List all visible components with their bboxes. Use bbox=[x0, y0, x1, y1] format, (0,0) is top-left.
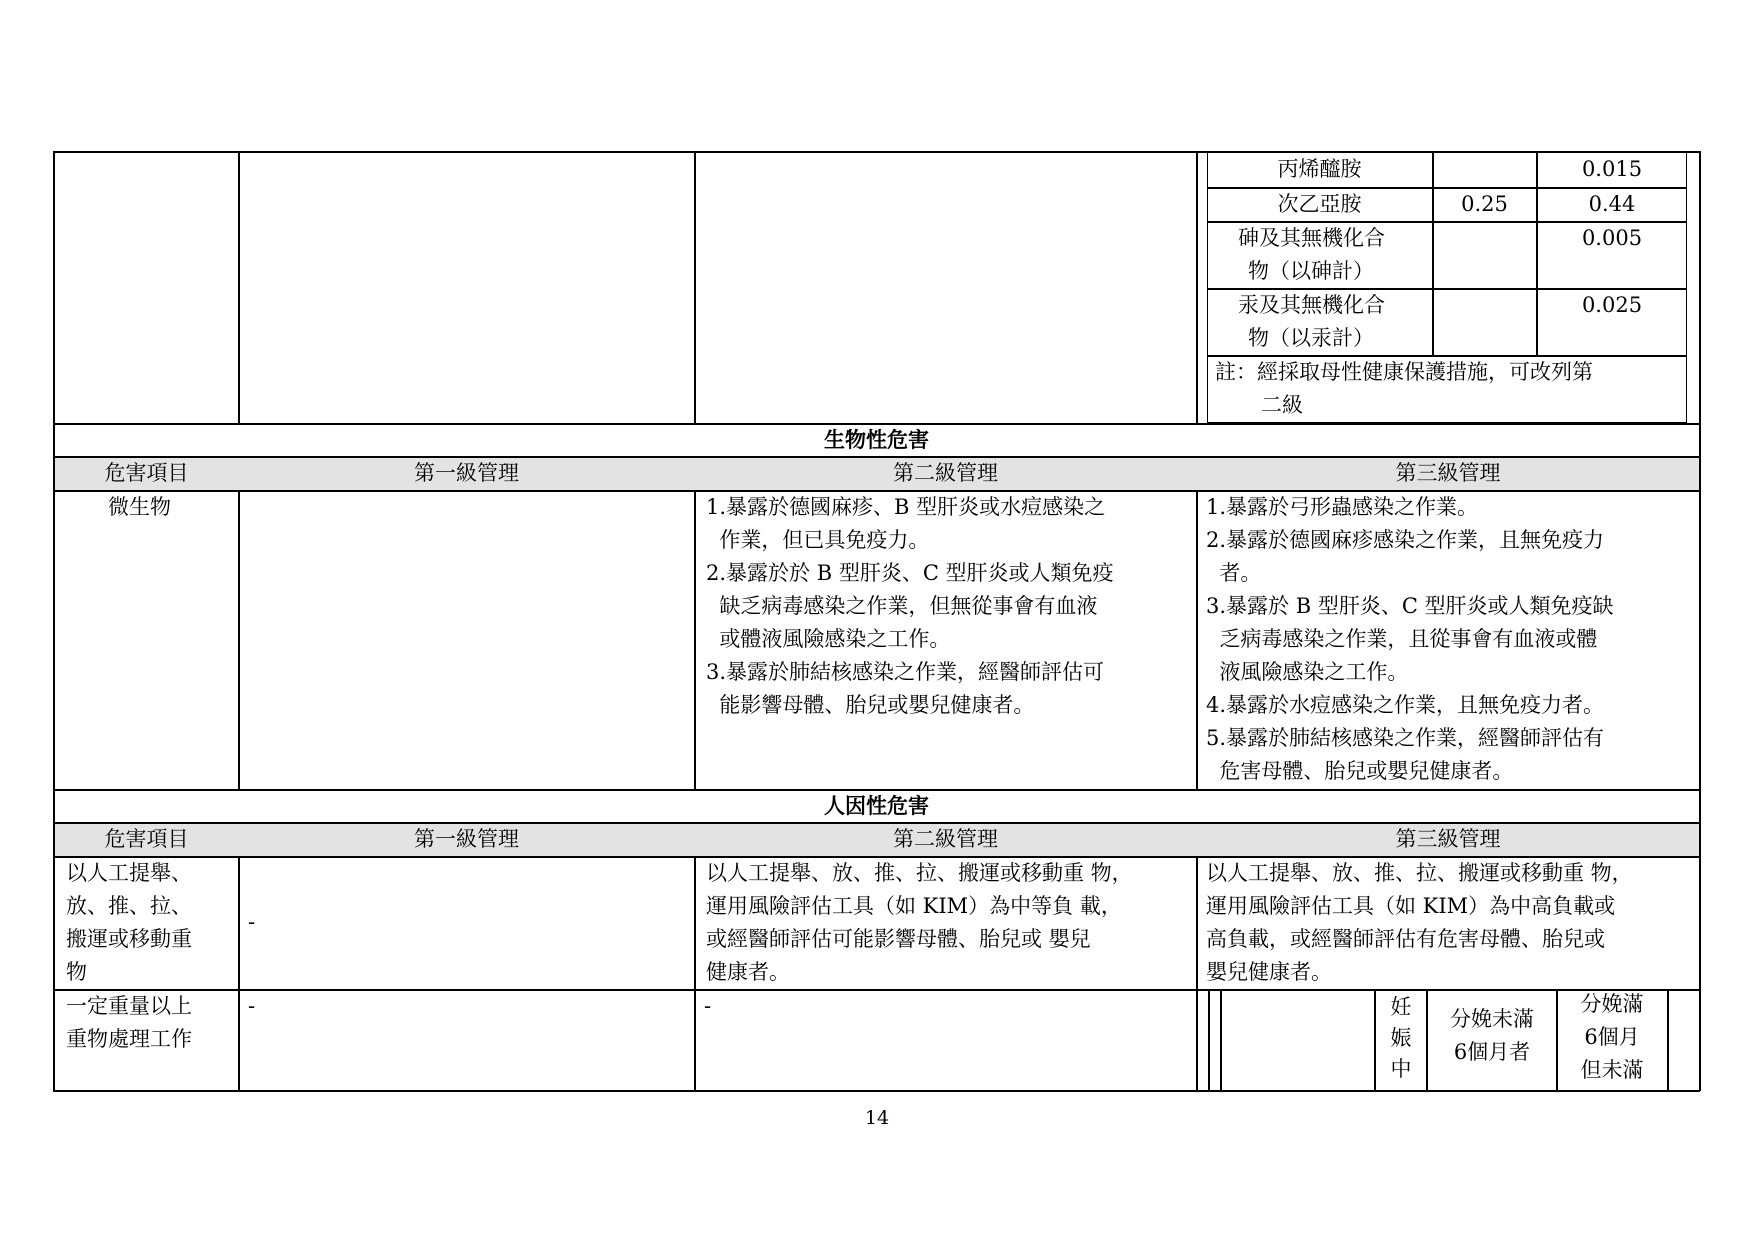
text-line: 一定重量以上 bbox=[66, 994, 192, 1018]
header-level3: 第三級管理 bbox=[1395, 461, 1501, 485]
chem-level3-value: 0.015 bbox=[1581, 157, 1643, 181]
text-line: 5.暴露於肺結核感染之作業，經醫師評估有 bbox=[1206, 726, 1605, 750]
chem-note-cont: 二級 bbox=[1261, 393, 1303, 417]
chem-note: 註：經採取母性健康保護措施，可改列第 bbox=[1215, 360, 1593, 384]
text-line: 嬰兒健康者。 bbox=[1206, 960, 1332, 984]
text-line: 危害母體、胎兒或嬰兒健康者。 bbox=[1206, 759, 1514, 783]
text-line: 2.暴露於德國麻疹感染之作業，且無免疫力 bbox=[1206, 528, 1605, 552]
level1-dash: - bbox=[248, 910, 256, 934]
text-line: 3.暴露於肺結核感染之作業，經醫師評估可 bbox=[706, 660, 1105, 684]
chem-name-acrylamide: 丙烯醯胺 bbox=[1277, 157, 1362, 181]
col-postpartum-6months-cont: 6個月 bbox=[1584, 1025, 1640, 1049]
bio-section-title: 生物性危害 bbox=[824, 427, 929, 452]
col-postpartum-under6: 分娩未滿 bbox=[1450, 1007, 1534, 1031]
chem-name-arsenic-cont: 物（以砷計） bbox=[1248, 259, 1374, 283]
human-section-title: 人因性危害 bbox=[824, 793, 929, 818]
text-line: 以人工提舉、 bbox=[66, 861, 192, 885]
text-line: 4.暴露於水痘感染之作業，且無免疫力者。 bbox=[1206, 693, 1605, 717]
level2-dash: - bbox=[704, 994, 712, 1018]
text-line: 1.暴露於德國麻疹、B 型肝炎或水痘感染之 bbox=[706, 495, 1106, 519]
header-level2: 第二級管理 bbox=[893, 461, 998, 485]
text-line: 高負載，或經醫師評估有危害母體、胎兒或 bbox=[1206, 927, 1605, 951]
col-postpartum-under6-cont: 6個月者 bbox=[1453, 1040, 1531, 1064]
text-line: 運用風險評估工具（如 KIM）為中等負 載， bbox=[706, 894, 1122, 918]
chem-name-arsenic: 砷及其無機化合 bbox=[1238, 226, 1385, 250]
text-line: 以人工提舉、放、推、拉、搬運或移動重 物， bbox=[1206, 861, 1633, 885]
chem-level2-value: 0.25 bbox=[1461, 192, 1508, 216]
chem-level3-value: 0.005 bbox=[1581, 226, 1643, 250]
col-postpartum-6months-cont: 但未滿 bbox=[1580, 1058, 1644, 1082]
header-level2: 第二級管理 bbox=[893, 827, 998, 851]
text-line: 搬運或移動重 bbox=[66, 927, 192, 951]
text-line: 物 bbox=[66, 960, 87, 984]
text-line: 或經醫師評估可能影響母體、胎兒或 嬰兒 bbox=[706, 927, 1091, 951]
text-line: 2.暴露於於 B 型肝炎、C 型肝炎或人類免疫 bbox=[706, 561, 1114, 585]
text-line: 1.暴露於弓形蟲感染之作業。 bbox=[1206, 495, 1479, 519]
chem-name-mercury-cont: 物（以汞計） bbox=[1248, 326, 1374, 350]
chem-name-ethyleneimine: 次乙亞胺 bbox=[1277, 192, 1362, 216]
col-pregnant-cont: 中 bbox=[1390, 1057, 1412, 1081]
text-line: 作業，但已具免疫力。 bbox=[706, 528, 930, 552]
col-pregnant-cont: 娠 bbox=[1390, 1026, 1412, 1050]
text-line: 放、推、拉、 bbox=[66, 894, 192, 918]
chem-level3-value: 0.44 bbox=[1588, 192, 1636, 216]
hazard-item-microorganism: 微生物 bbox=[108, 495, 171, 519]
page-number: 14 bbox=[864, 1107, 890, 1129]
text-line: 者。 bbox=[1206, 561, 1262, 585]
text-line: 3.暴露於 B 型肝炎、C 型肝炎或人類免疫缺 bbox=[1206, 594, 1614, 618]
header-hazard-item: 危害項目 bbox=[104, 827, 189, 851]
text-line: 或體液風險感染之工作。 bbox=[706, 627, 951, 651]
level1-dash: - bbox=[248, 994, 256, 1018]
text-line: 缺乏病毒感染之作業，但無從事會有血液 bbox=[706, 594, 1098, 618]
text-line: 液風險感染之工作。 bbox=[1206, 660, 1409, 684]
col-pregnant: 妊 bbox=[1390, 995, 1412, 1019]
header-level1: 第一級管理 bbox=[414, 827, 519, 851]
text-line: 重物處理工作 bbox=[66, 1027, 192, 1051]
header-level3: 第三級管理 bbox=[1395, 827, 1501, 851]
header-hazard-item: 危害項目 bbox=[104, 461, 189, 485]
text-line: 乏病毒感染之作業，且從事會有血液或體 bbox=[1206, 627, 1598, 651]
text-line: 能影響母體、胎兒或嬰兒健康者。 bbox=[706, 693, 1035, 717]
col-postpartum-6months: 分娩滿 bbox=[1580, 992, 1644, 1016]
text-line: 以人工提舉、放、推、拉、搬運或移動重 物， bbox=[706, 861, 1133, 885]
text-line: 健康者。 bbox=[706, 960, 790, 984]
chem-name-mercury: 汞及其無機化合 bbox=[1238, 293, 1385, 317]
text-line: 運用風險評估工具（如 KIM）為中高負載或 bbox=[1206, 894, 1616, 918]
header-level1: 第一級管理 bbox=[414, 461, 519, 485]
chem-level3-value: 0.025 bbox=[1581, 293, 1643, 317]
